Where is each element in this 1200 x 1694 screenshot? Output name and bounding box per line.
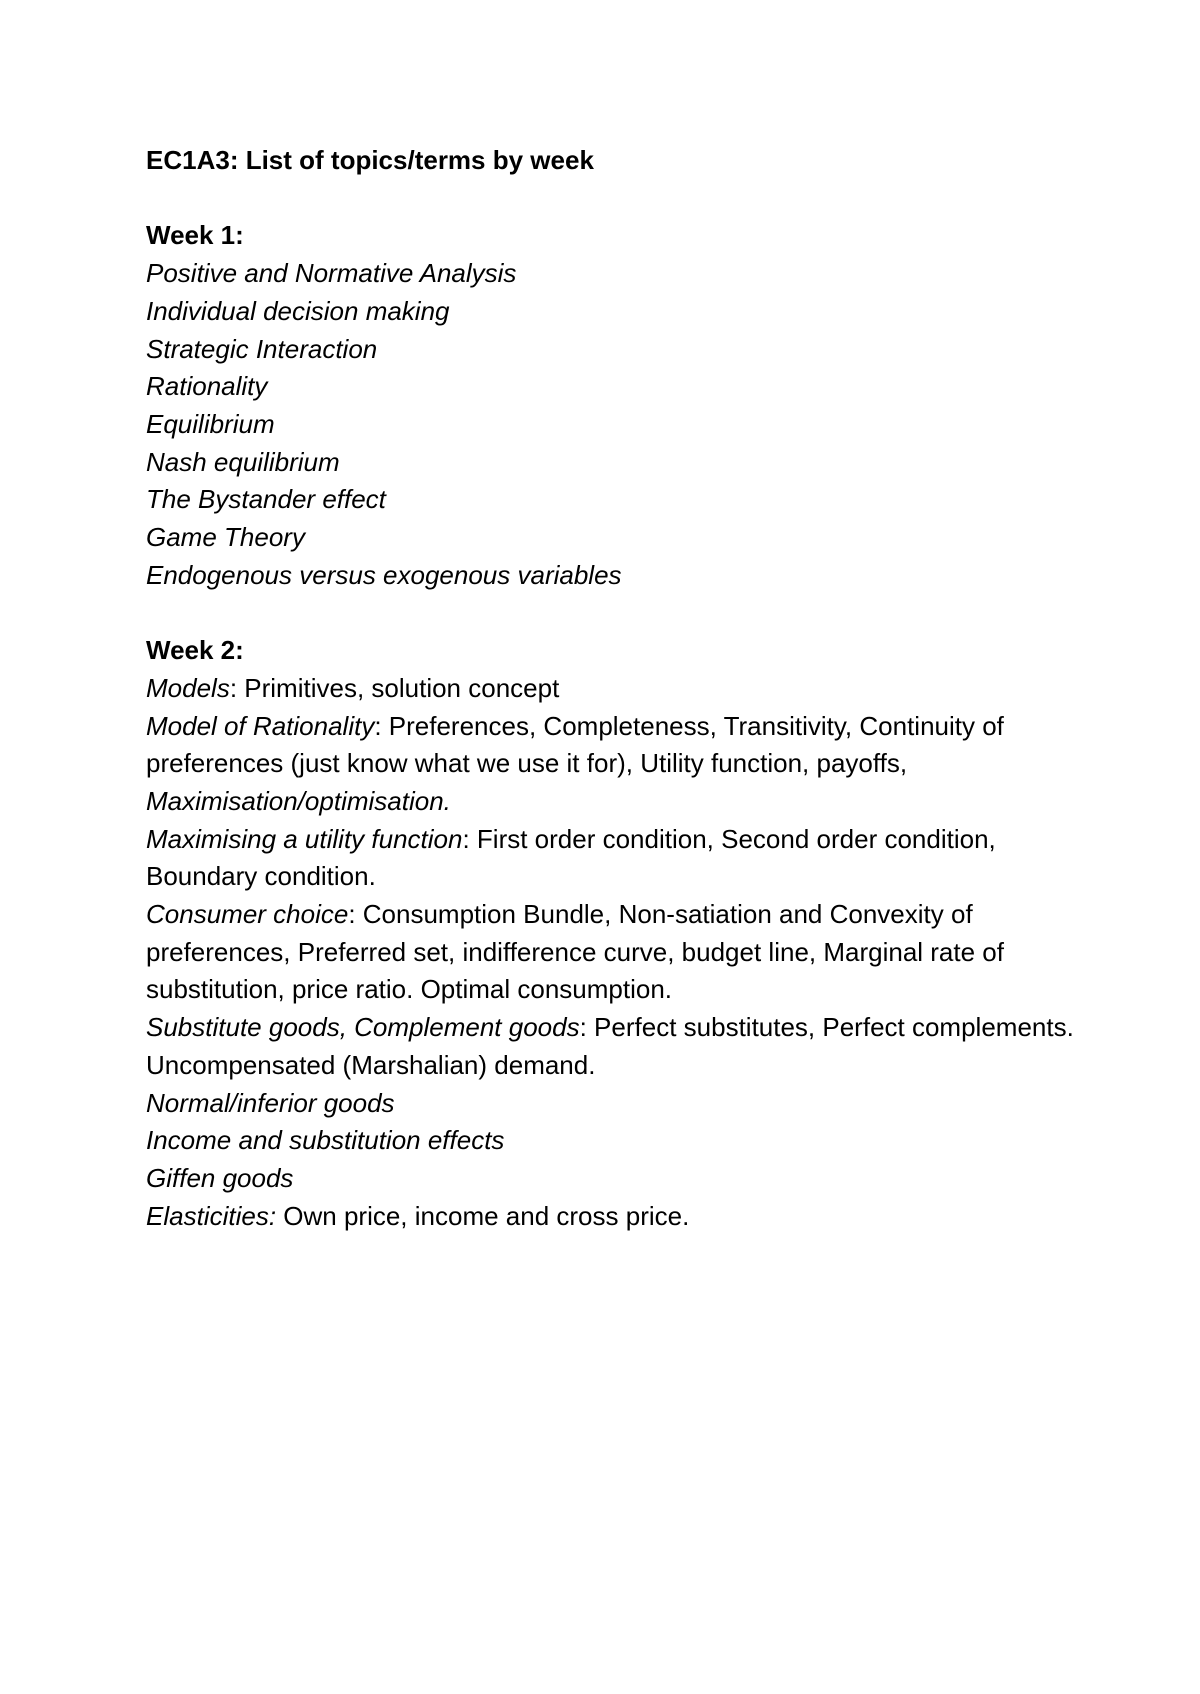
week-1-term: Endogenous versus exogenous variables	[146, 559, 622, 590]
entry-detail: : First order condition, Second order condition, Boundary condition.	[146, 823, 996, 892]
entry-term-tail: Maximisation/optimisation.	[146, 785, 451, 816]
entry-detail: : Preferences, Completeness, Transitivity, Continuity of preferences (just know what we use it for), Utility function, payoffs,	[146, 710, 1004, 779]
week-1-heading: Week 1:	[146, 220, 244, 251]
week-1-term-list	[146, 255, 1076, 594]
entry-term: Maximising a utility function	[146, 823, 463, 854]
entry-detail: : Consumption Bundle, Non-satiation and Convexity of preferences, Preferred set, indifference curve, budget line, Marginal rate of substitution, price ratio. Optimal consumption.	[146, 899, 1004, 1005]
entry-term: Models	[146, 672, 230, 703]
week-2-heading: Week 2:	[146, 635, 244, 666]
week-1-term: Rationality	[146, 371, 268, 402]
week-2-entry-elasticities	[146, 1198, 1076, 1236]
entry-term: Substitute goods, Complement goods	[146, 1012, 580, 1043]
week-2-entry-maximising	[146, 821, 1076, 896]
entry-term: Model of Rationality	[146, 710, 375, 741]
week-1-term: Game Theory	[146, 522, 305, 553]
entry-term: Elasticities:	[146, 1200, 277, 1231]
entry-detail: : Primitives, solution concept	[229, 672, 560, 703]
entry-detail: : Perfect substitutes, Perfect complements.	[579, 1012, 1074, 1043]
document-page	[146, 142, 1076, 1235]
document-title: EC1A3: List of topics/terms by week	[146, 145, 594, 175]
week-1-term: Equilibrium	[146, 408, 275, 439]
week-2-entry-rationality	[146, 708, 1076, 821]
week-2-entry-demand: Uncompensated (Marshalian) demand.	[146, 1049, 596, 1080]
week-2-entry-normal-inferior: Normal/inferior goods	[146, 1087, 395, 1118]
week-1-section	[146, 217, 1076, 594]
week-1-term: Individual decision making	[146, 295, 450, 326]
week-2-section	[146, 632, 1076, 1235]
entry-detail: Own price, income and cross price.	[276, 1200, 690, 1231]
week-1-term: Strategic Interaction	[146, 333, 378, 364]
entry-term: Consumer choice	[146, 899, 349, 930]
week-1-term: Positive and Normative Analysis	[146, 258, 517, 289]
blank-line	[146, 594, 1076, 632]
week-2-entry-models	[146, 670, 1076, 708]
week-2-entry-income-substitution: Income and substitution effects	[146, 1125, 505, 1156]
week-2-entry-consumer-choice	[146, 896, 1076, 1009]
week-1-term: Nash equilibrium	[146, 446, 340, 477]
blank-line	[146, 180, 1076, 218]
week-1-term: The Bystander effect	[146, 484, 386, 515]
week-2-entry-giffen: Giffen goods	[146, 1162, 294, 1193]
week-2-entry-goods	[146, 1009, 1076, 1047]
